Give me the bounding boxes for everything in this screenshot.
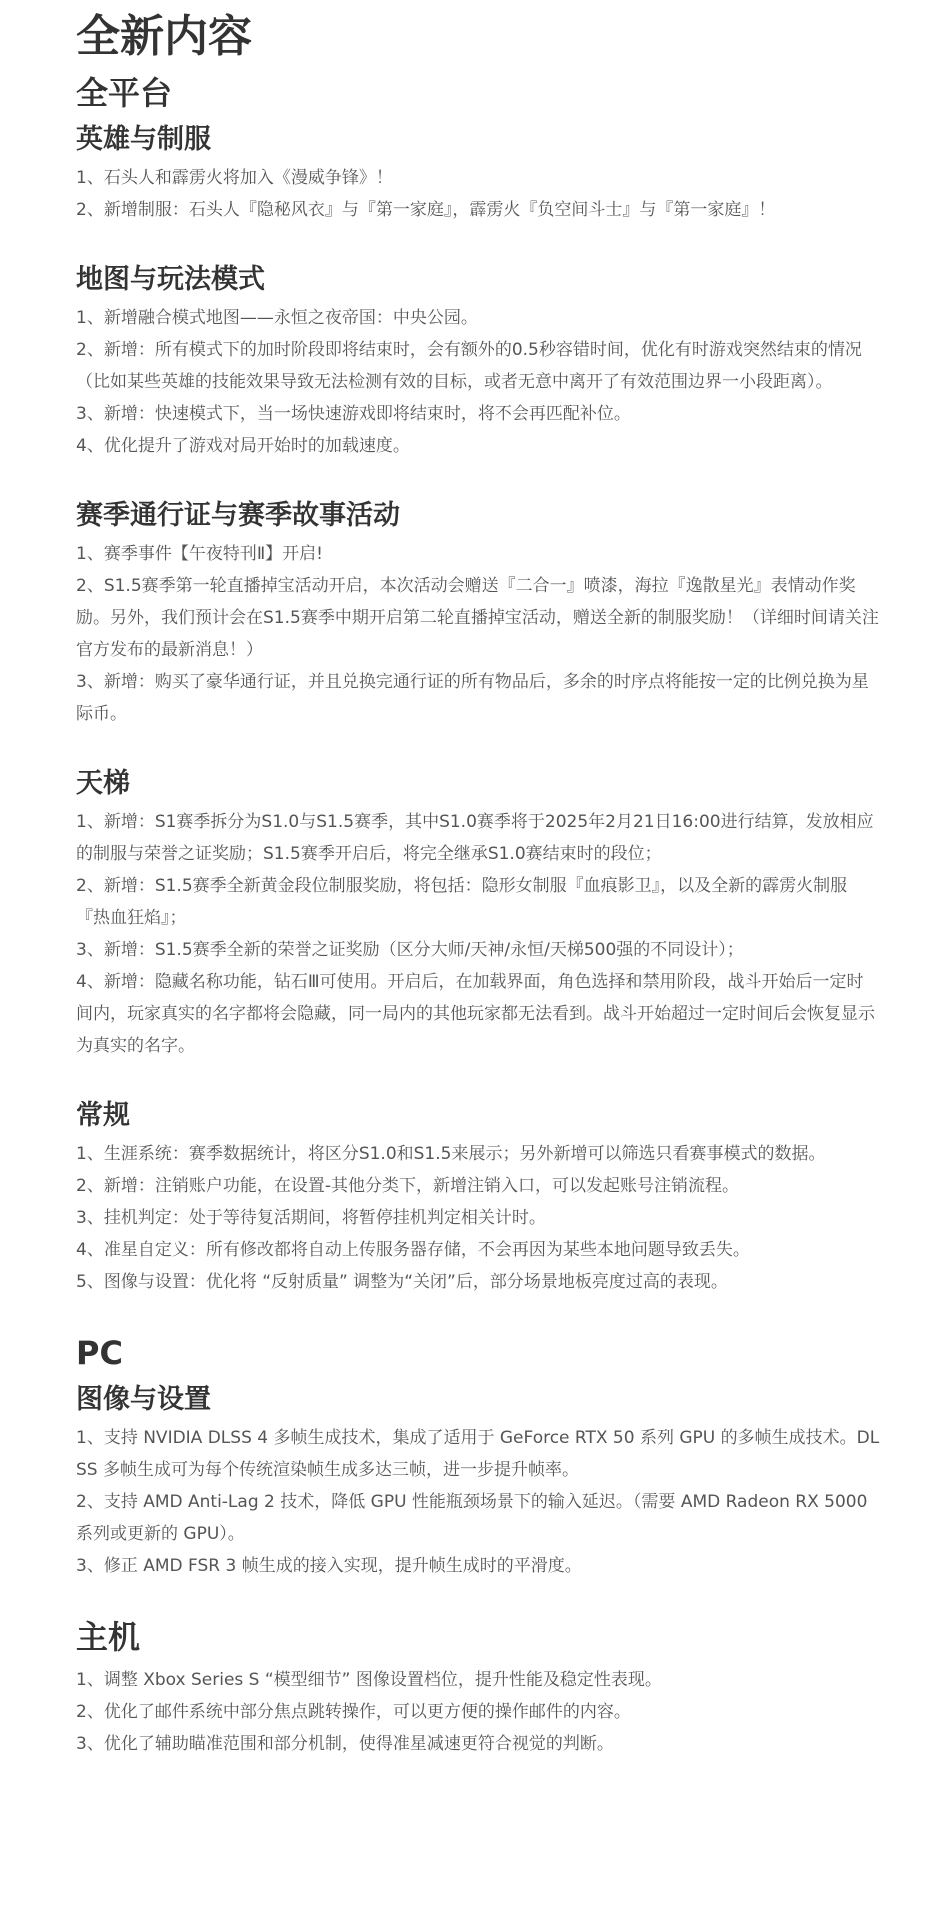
section-title: 英雄与制服 [76, 124, 211, 155]
item-list [76, 538, 880, 730]
section-general [76, 1096, 880, 1298]
list-item: 2、新增：S1.5赛季全新黄金段位制服奖励，将包括：隐形女制服『血痕影卫』，以及全新的霹雳火制服『热血狂焰』； [76, 876, 848, 928]
section-console-items [76, 1664, 880, 1760]
section-ranked [76, 764, 880, 1062]
item-list [76, 162, 880, 226]
list-item: 3、新增：快速模式下，当一场快速游戏即将结束时，将不会再匹配补位。 [76, 404, 631, 424]
platform-title: PC [76, 1334, 123, 1372]
section-title: 天梯 [76, 768, 130, 799]
item-list [76, 302, 880, 462]
list-item: 2、优化了邮件系统中部分焦点跳转操作，可以更方便的操作邮件的内容。 [76, 1702, 631, 1722]
item-list [76, 1138, 880, 1298]
list-item: 1、生涯系统：赛季数据统计，将区分S1.0和S1.5来展示；另外新增可以筛选只看赛事模式的数据。 [76, 1144, 826, 1164]
list-item: 1、石头人和霹雳火将加入《漫威争锋》！ [76, 168, 393, 188]
section-season-pass [76, 496, 880, 730]
list-item: 4、优化提升了游戏对局开始时的加载速度。 [76, 436, 410, 456]
section-heroes-costumes [76, 120, 880, 226]
list-item: 3、挂机判定：处于等待复活期间，将暂停挂机判定相关计时。 [76, 1208, 546, 1228]
list-item: 2、新增：所有模式下的加时阶段即将结束时，会有额外的0.5秒容错时间，优化有时游戏突然结束的情况（比如某些英雄的技能效果导致无法检测有效的目标，或者无意中离开了有效范围边界一小段距离）。 [76, 340, 862, 392]
section-title: 赛季通行证与赛季故事活动 [76, 500, 400, 531]
page-title: 全新内容 [76, 11, 252, 62]
list-item: 5、图像与设置：优化将 “反射质量” 调整为“关闭”后，部分场景地板亮度过高的表现。 [76, 1272, 728, 1292]
platform-all [76, 70, 880, 1298]
list-item: 3、优化了辅助瞄准范围和部分机制，使得准星减速更符合视觉的判断。 [76, 1734, 614, 1754]
platform-console [76, 1614, 880, 1760]
platform-title: 全平台 [76, 74, 173, 112]
list-item: 4、新增：隐藏名称功能，钻石Ⅲ可使用。开启后，在加载界面，角色选择和禁用阶段，战斗开始后一定时间内，玩家真实的名字都将会隐藏，同一局内的其他玩家都无法看到。战斗开始超过一定时间后会恢复显示为真实的名字。 [76, 972, 875, 1056]
item-list [76, 1422, 880, 1582]
list-item: 2、S1.5赛季第一轮直播掉宝活动开启，本次活动会赠送『二合一』喷漆，海拉『逸散星光』表情动作奖励。另外，我们预计会在S1.5赛季中期开启第二轮直播掉宝活动，赠送全新的制服奖励！（详细时间请关注官方发布的最新消息！） [76, 576, 879, 660]
list-item: 2、新增制服：石头人『隐秘风衣』与『第一家庭』，霹雳火『负空间斗士』与『第一家庭』！ [76, 200, 776, 220]
platform-pc [76, 1330, 880, 1582]
list-item: 2、支持 AMD Anti-Lag 2 技术，降低 GPU 性能瓶颈场景下的输入延迟。（需要 AMD Radeon RX 5000 系列或更新的 GPU）。 [76, 1492, 868, 1544]
list-item: 2、新增：注销账户功能，在设置-其他分类下，新增注销入口，可以发起账号注销流程。 [76, 1176, 739, 1196]
list-item: 1、赛季事件【午夜特刊Ⅱ】开启! [76, 544, 323, 564]
list-item: 3、修正 AMD FSR 3 帧生成的接入实现，提升帧生成时的平滑度。 [76, 1556, 582, 1576]
item-list [76, 1664, 880, 1760]
item-list [76, 806, 880, 1062]
section-graphics-settings [76, 1380, 880, 1582]
list-item: 1、新增：S1赛季拆分为S1.0与S1.5赛季，其中S1.0赛季将于2025年2月21日16:00进行结算，发放相应的制服与荣誉之证奖励；S1.5赛季开启后，将完全继承S1.0赛结束时的段位； [76, 812, 874, 864]
list-item: 1、调整 Xbox Series S “模型细节” 图像设置档位，提升性能及稳定性表现。 [76, 1670, 662, 1690]
list-item: 1、支持 NVIDIA DLSS 4 多帧生成技术，集成了适用于 GeForce RTX 50 系列 GPU 的多帧生成技术。DLSS 多帧生成可为每个传统渲染帧生成多达三帧，进一步提升帧率。 [76, 1428, 880, 1480]
section-maps-modes [76, 260, 880, 462]
section-title: 常规 [76, 1100, 130, 1131]
section-title: 图像与设置 [76, 1384, 211, 1415]
list-item: 4、准星自定义：所有修改都将自动上传服务器存储，不会再因为某些本地问题导致丢失。 [76, 1240, 750, 1260]
platform-title: 主机 [76, 1618, 141, 1656]
list-item: 1、新增融合模式地图——永恒之夜帝国：中央公园。 [76, 308, 478, 328]
list-item: 3、新增：S1.5赛季全新的荣誉之证奖励（区分大师/天神/永恒/天梯500强的不同设计）； [76, 940, 744, 960]
section-title: 地图与玩法模式 [76, 264, 265, 295]
list-item: 3、新增：购买了豪华通行证，并且兑换完通行证的所有物品后，多余的时序点将能按一定的比例兑换为星际币。 [76, 672, 869, 724]
